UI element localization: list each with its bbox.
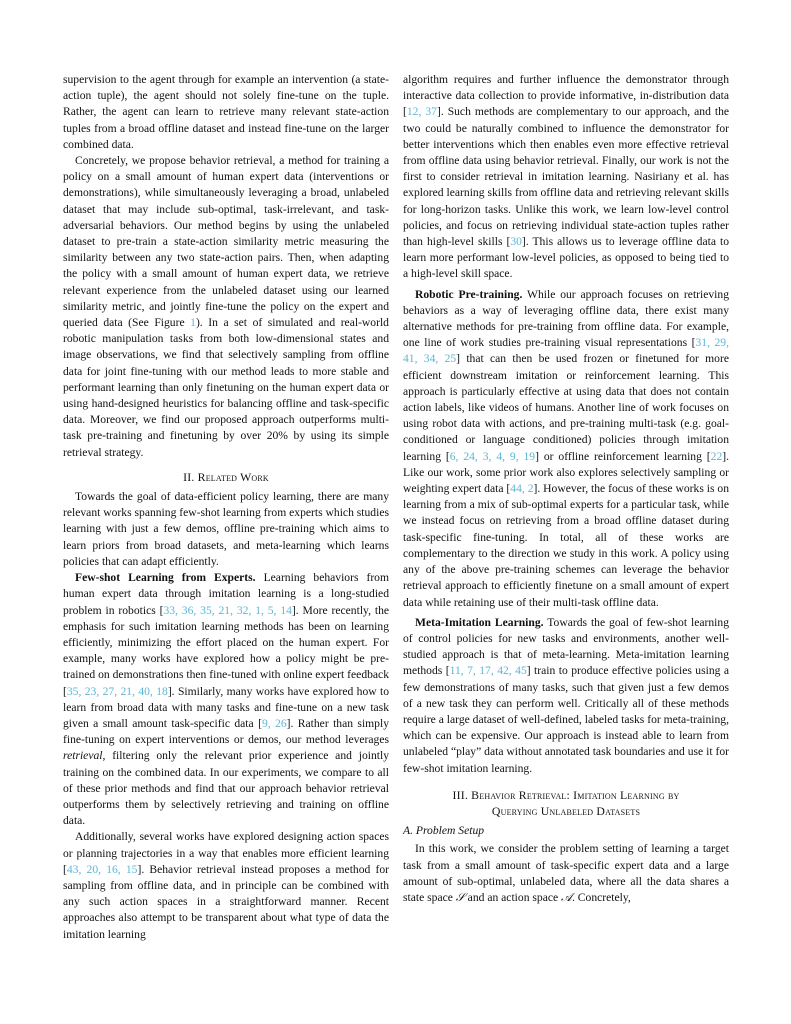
text: ]. Such methods are complementary to our approach, and the two could be naturally combined to influence the demonstrator for better interventions which then enables even more effective retrieval from offline data using behavior retrieval. Finally, our work is not the first to consider retrieval in imitation learning. Nasiriany et al. has explored learning skills from offline data and retrieving relevant skills for long-horizon tasks. Unlike this work, we learn low-level control policies, and focus on retrieving individual state-action tuples rather than high-level skills [ [403, 105, 730, 249]
paragraph-robotic-pretraining [403, 287, 729, 611]
text: ] or offline reinforcement learning [ [535, 449, 711, 463]
right-column [403, 72, 729, 906]
math-symbol-action-space: 𝒜 [561, 890, 572, 904]
paragraph-algorithm-continued [403, 72, 729, 283]
emphasis-text: retrieval [63, 749, 103, 763]
text: In this work, we consider the problem setting of learning a target task from a small amount of task-specific expert data and a large amount of sub-optimal, unlabeled data, where all the data shares a state space [403, 842, 729, 904]
paragraph-additionally [63, 829, 389, 942]
text: ]. However, the focus of these works is on learning from a mix of sub-optimal experts for a particular task, while we instead focus on retrieving from a broad offline dataset during task-specific fine-tuning. In total, all of these works are complementary to the direction we study in this work. A policy using any of the above pre-training schemes can leverage the behavior retrieval approach to efficiently finetune on a small amount of expert data while retaining use of their multi-task offline data. [403, 482, 730, 609]
section-heading-behavior-retrieval-line2: Querying Unlabeled Datasets [491, 803, 641, 818]
text: . Concretely, [572, 890, 631, 904]
left-column [63, 72, 389, 943]
citation-link[interactable]: 31, 29, 41, 34, 25 [403, 336, 729, 366]
text: ]. More recently, the emphasis for such imitation learning methods has been on learning efficiently, minimizing the effort placed on the human expert. For example, many works have explored how a policy might be pre-trained on demonstrations then fine-tuned with online expert feedback [ [63, 603, 390, 698]
citation-link[interactable]: 35, 23, 27, 21, 40, 18 [66, 684, 168, 698]
citation-link[interactable]: 9, 26 [261, 716, 287, 730]
paragraph-intro-continued [63, 72, 389, 153]
paragraph-few-shot [63, 570, 389, 829]
text: algorithm requires and further influence the demonstrator through interactive data collection to provide informative, in-distribution data [ [403, 73, 729, 119]
text: Towards the goal of few-shot learning of control policies for new tasks and environments, another well-studied approach is that of meta-learning. Meta-imitation learning methods [ [403, 615, 729, 678]
citation-link[interactable]: 43, 20, 16, 15 [66, 862, 138, 876]
citation-link[interactable]: 22 [710, 449, 723, 463]
citation-link[interactable]: 30 [510, 235, 522, 249]
paragraph-heading: Meta-Imitation Learning. [415, 615, 544, 629]
section-heading-related-work: II. Related Work [183, 469, 269, 484]
paragraph-problem-setup [403, 841, 729, 906]
math-symbol-state-space: 𝒮 [455, 890, 465, 904]
subsection-heading-problem-setup: A. Problem Setup [403, 824, 485, 838]
citation-link[interactable]: 12, 37 [406, 105, 437, 119]
text: Towards the goal of data-efficient policy learning, there are many relevant works spanning few-shot learning from experts which studies learning with just a few demos, offline pre-training which aims to learn priors from broad datasets, and meta-learning which learns policies that can adapt efficiently. [63, 490, 389, 568]
text: While our approach focuses on retrieving behaviors as a way of leveraging offline data, there exist many alternative methods for pre-training from offline data. For example, one line of work studies pre-training visual representations [ [403, 287, 730, 350]
citation-link[interactable]: 33, 36, 35, 21, 32, 1, 5, 14 [163, 603, 292, 617]
text: Additionally, several works have explored designing action spaces or planning trajectories in a way that enables more efficient learning [ [63, 830, 389, 876]
text: and an action space [464, 890, 562, 904]
text: , filtering only the relevant prior experience and jointly training on the combined data. In our experiments, we compare to all of these prior methods and find that our approach behavior retrieval outperforms them by selectively retrieving and training on offline data. [63, 749, 389, 828]
paragraph-heading: Few-shot Learning from Experts. [75, 571, 256, 585]
figure-ref-link[interactable]: 1 [190, 316, 196, 330]
text: ]. This allows us to leverage offline data to learn more performant low-level policies, as opposed to being tied to a high-level skill space. [403, 235, 729, 281]
section-heading-behavior-retrieval: III. Behavior Retrieval: Imitation Learning by [452, 787, 680, 802]
citation-link[interactable]: 11, 7, 17, 42, 45 [449, 664, 527, 678]
text: ]. Behavior retrieval instead proposes a method for sampling from offline data, and in principle can be combined with any such action spaces in a straightforward manner. Recent approaches also attempt to be transparent about what type of data the imitation learning [63, 862, 389, 941]
paragraph-heading: Robotic Pre-training. [415, 287, 523, 301]
text: ] that can then be used frozen or finetuned for more efficient downstream imitation or reinforcement learning. This approach is particularly effective at using data that does not contain action labels, like videos of humans. Another line of work focuses on using robot data with actions, and pre-training multi-task (e.g. goal-conditioned or language conditioned) policies through imitation learning [ [403, 352, 729, 463]
text: ] train to produce effective policies using a few demonstrations of many tasks, such that given just a few demos of a new task they can perform well. Critically all of these methods require a large dataset of well-defined, labeled tasks for meta-training, which can be expensive. Our approach is instead able to learn from unlabeled “play” data without annotated task boundaries and use it for few-shot imitation learning. [403, 664, 730, 775]
text: supervision to the agent through for example an intervention (a state-action tuple), the agent should not solely fine-tune on the tuple. Rather, the agent can learn to retrieve many relevant state-action tuples from a broad offline dataset and instead fine-tune on the larger combined data. [63, 73, 389, 151]
text: ). In a set of simulated and real-world robotic manipulation tasks from both low-dimensional states and image observations, we find that selectively sampling from offline data for joint fine-tuning with our method leads to more stable and performant learning than only finetuning on the human expert data or using hand-designed heuristics for balancing offline and task-specific data. Moreover, we find our proposed approach outperforms multi-task pre-training and finetuning by over 20% by using its simple retrieval strategy. [63, 316, 389, 459]
text: ]. Rather than simply fine-tuning on expert interventions or demos, our method leverages [63, 716, 390, 747]
paragraph-related-intro [63, 489, 389, 570]
text: Learning behaviors from human expert data through imitation learning is a long-studied problem in robotics [ [63, 571, 389, 617]
paragraph-concretely [63, 153, 389, 461]
text: ]. Similarly, many works have explored how to learn from broad data with many tasks and fine-tune on a new task given a small amount task-specific data [ [63, 684, 390, 730]
citation-link[interactable]: 6, 24, 3, 4, 9, 19 [449, 449, 536, 463]
text: ]. Like our work, some prior work also explores selectively sampling or weighting expert data [ [403, 449, 729, 496]
citation-link[interactable]: 44, 2 [510, 482, 534, 496]
paragraph-meta-imitation [403, 615, 729, 777]
text: Concretely, we propose behavior retrieval, a method for training a policy on a small amount of human expert data (interventions or demonstrations), while simultaneously leveraging a broad, unlabeled dataset that may include sub-optimal, task-irrelevant, and task-adversarial behaviors. Our method begins by using the unlabeled dataset to pre-train a state-action similarity metric measuring the similarity between any two state-action pairs. Then, when adapting the policy with a small amount of human expert data, we retrieve relevant experience from the unlabeled dataset using our learned similarity metric, and jointly fine-tune the policy on the expert and queried data (See Figure [63, 154, 389, 330]
